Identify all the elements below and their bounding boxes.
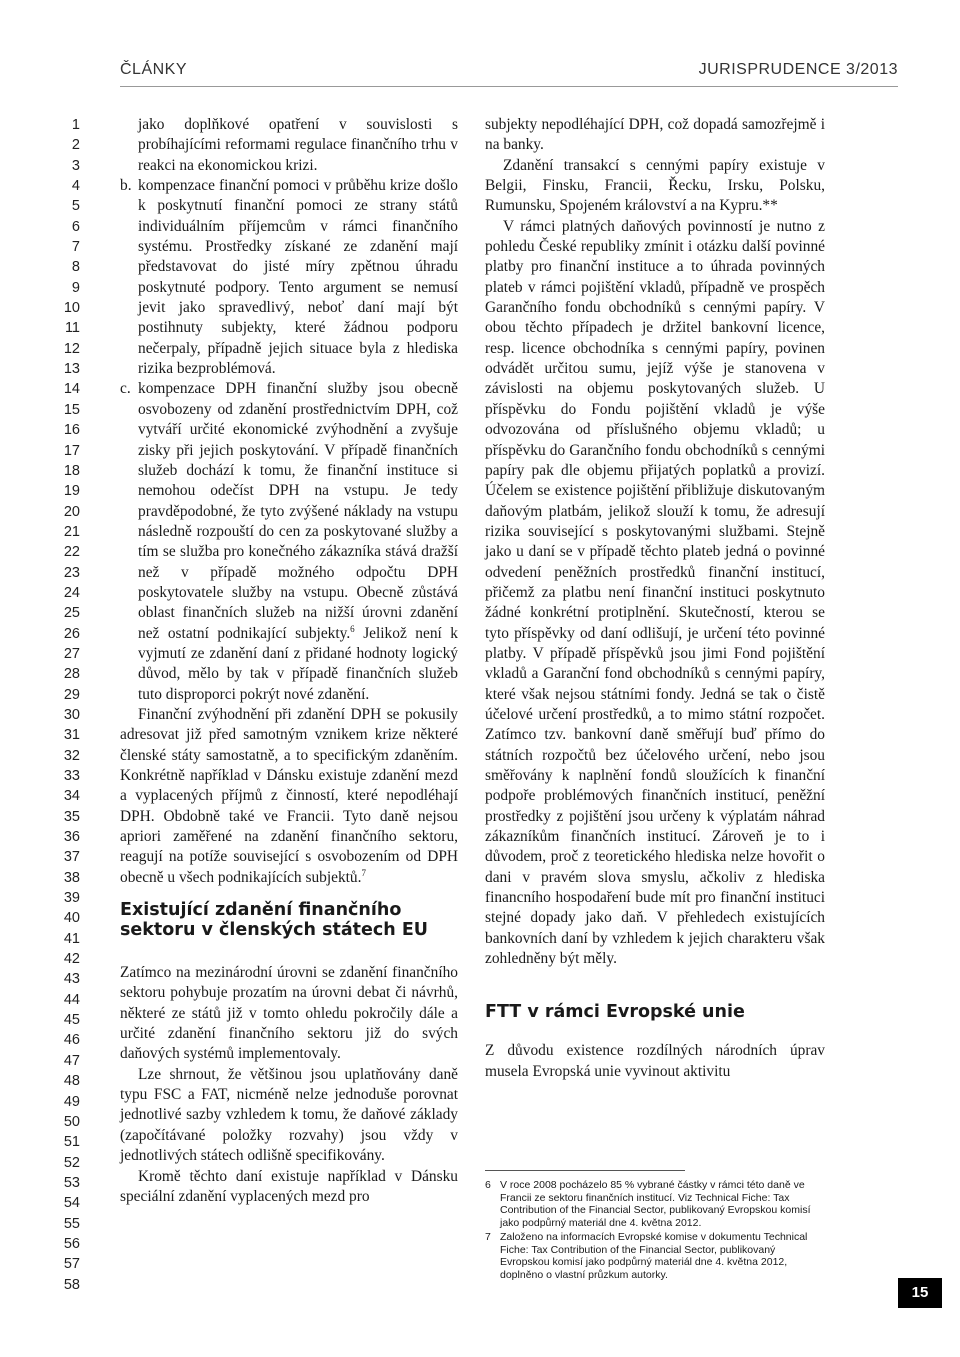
line-number: 31 — [63, 727, 80, 744]
footnote-rule — [485, 1170, 685, 1171]
intro-paragraph: jako doplňkové opatření v souvislosti s probíhajícími reformami regulace finančního trhu v reakci na ekonomickou krizi. — [138, 116, 458, 174]
line-number: 11 — [64, 320, 80, 337]
page-number: 15 — [898, 1278, 942, 1308]
footnote-ref-7[interactable]: 7 — [361, 867, 366, 878]
line-number: 27 — [63, 645, 80, 662]
line-number: 43 — [63, 971, 80, 988]
footnote — [485, 1179, 825, 1229]
list-text-c-cont: Jelikož není k vyjmutí ze zdanění daní z přidané hodnoty logický důvod, mělo by tak v případě finančních služeb tuto disproporci pokrýt nové zdanění. — [138, 624, 458, 703]
footnote-text: V roce 2008 pocházelo 85 % vybrané částky v rámci této daně ve Francii ze sektoru finančních institucí. Viz Technical Fiche: Tax Contribution of the Financial Sector, publikovaný Evropskou komisí jako podpůrný materiál dne 4. května 2012. — [500, 1179, 811, 1229]
section-heading: FTT v rámci Evropské unie — [485, 1002, 745, 1023]
line-number: 6 — [71, 218, 80, 235]
footnote-text: Založeno na informacích Evropské komise v dokumentu Technical Fiche: Tax Contribution of the Financial Sector, publikovaný Evropskou komisí jako podpůrný materiál dne 4. května 2012, doplněno o vlastní průzkum autorky. — [500, 1231, 808, 1281]
body-paragraph: Kromě těchto daní existuje například v Dánsku speciální zdanění vyplacených mezd pro — [120, 1167, 458, 1205]
line-number: 42 — [63, 951, 80, 968]
line-number: 3 — [71, 157, 80, 174]
list-item-b — [120, 176, 458, 379]
list-text-c: kompenzace DPH finanční služby jsou obecně osvobozeny od zdanění prostřednictvím DPH, což vytváří určité ekonomické zvýhodnění a zvyšuje zisky při jejich poskytování. V případě finančních služeb dochází k tomu, že finanční instituce si nemohou odečíst DPH na vstupu. Je tedy pravděpodobné, že tyto zvýšené náklady na vstupu následně rozpouští do cen za poskytované služby a tím se služba pro konečného zákazníka stává dražší než v případě možného odpočtu DPH poskytovatele služby na vstupu. Obecně zůstává oblast finančních služeb na nižší úrovni zdanění než ostatní podnikající subjekty. — [138, 380, 458, 642]
line-number: 33 — [63, 768, 80, 784]
body-paragraph: V rámci platných daňových povinností je nutno z pohledu České republiky zmínit i otázku další povinné platby pro finanční instituce a to úhrada povinných plateb v rámci pojištění vkladů, případně ve prospěch Garančního fondu obchodníků s cennými papíry. V obou těchto případech je držitel bankovní licence, resp. licence obchodníka s cennými papíry, povinen odvádět určitou sumu, jejíž výše je stanovena v závislosti na objemu poskytovaných služeb. U příspěvku do Fondu pojištění vkladů je výše odvozována od příslušného objemu vkladů; u příspěvku do Garančního fondu obchodníků s cennými papíry pak dle objemu přijatých poplatků a provizí. Účelem se existence pojištění přibližuje diskutovaným daňovým platbám, jelikož slouží k tomu, že adresují rizika související s poskytovanými službami. Stejně jako u daní se v případě těchto plateb jedná o povinné odvedení peněžních prostředků finanční institucí, přičemž za platbu není finanční instituci poskytnuto žádné konkrétní protiplnění. Skutečností, kterou se tyto příspěvky od daní odlišují, je určení této povinné platby. V případě příspěvků jsou jimi Fond pojištění vkladů a Garanční fond obchodníků s cennými papíry, které však nejsou státními fondy. Jedná se tak o čistě účelové určení prostředků, a to mimo státní rozpočet. Zatímco tzv. bankovní daně směřují buď přímo do státních rozpočtů bez účelového určení, nebo jsou směřovány k naplnění fondů sloužících k finanční podpoře problémových finančních institucí, peněžní prostředky z pojištění jsou určeny k výplatám náhrad zákazníkům finančních institucí. Zároveň je to i důvodem, proč z teoretického hlediska nelze hovořit o dani v pravém slova smyslu, ačkoliv z hlediska financního hospodaření bude mít pro finanční instituci stejné dopady jako daň. V přehledech existujících bankovních daní by vzhledem k jejich charakteru však zohledněny být měly. — [485, 217, 825, 968]
left-column — [120, 115, 458, 1207]
line-number: 46 — [63, 1032, 80, 1049]
line-number: 13 — [63, 361, 80, 378]
line-number: 8 — [71, 259, 80, 276]
journal-title: JURISPRUDENCE 3/2013 — [698, 61, 898, 78]
line-number: 19 — [63, 483, 80, 500]
line-number: 26 — [63, 625, 80, 642]
line-number: 52 — [63, 1154, 80, 1171]
line-number: 57 — [63, 1256, 80, 1273]
line-number: 37 — [63, 849, 80, 866]
line-number: 5 — [71, 198, 80, 215]
line-numbers — [40, 115, 80, 1295]
line-number: 58 — [63, 1276, 80, 1293]
list-item-c — [120, 379, 458, 705]
line-number: 35 — [63, 808, 80, 825]
line-number: 54 — [63, 1195, 80, 1212]
header-rule — [120, 86, 898, 87]
line-number: 51 — [63, 1134, 80, 1151]
footnote-ref-6[interactable]: 6 — [350, 623, 355, 634]
right-column — [485, 115, 825, 1082]
line-number: 9 — [71, 279, 80, 296]
line-number: 25 — [63, 605, 80, 622]
line-number: 36 — [63, 829, 80, 846]
line-number: 39 — [63, 890, 80, 907]
line-number: 29 — [63, 686, 80, 703]
body-paragraph: Finanční zvýhodnění při zdanění DPH se pokusily adresovat již před samotným vznikem krize některé členské státy samostatně, a to specifickým zdaněním. Konkrétně například v Dánsku existuje zdanění mezd a vyplacených příjmů z činností, které nepodléhají DPH. Obdobně také ve Francii. Tyto daně nejsou apriori zaměřené na zdanění finančního sektoru, reagují na potíže související s osvobozením od DPH obecně u všech podnikajících subjektů.$^7$ — [120, 705, 458, 886]
line-number: 34 — [63, 788, 80, 805]
line-number: 24 — [63, 584, 80, 601]
line-number: 16 — [63, 422, 80, 439]
body-paragraph: Zatímco na mezinárodní úrovni se zdanění finančního sektoru pohybuje prozatím na úrovni debat či návrhů, některé ze států již v tomto ohledu pokročily dále a určité zdanění finančního sektoru již do svých daňových systémů implementovaly. — [120, 964, 458, 1063]
line-number: 15 — [63, 401, 80, 418]
body-paragraph: Zdanění transakcí s cennými papíry existuje v Belgii, Finsku, Francii, Řecku, Irsku, Polsku, Rumunsku, Spojeném království a na Kypru.** — [485, 156, 825, 215]
list-marker-c: c. — [120, 380, 131, 398]
line-number: 44 — [63, 991, 80, 1008]
body-paragraph: subjekty nepodléhající DPH, což dopadá samozřejmě i na banky. — [485, 116, 825, 154]
list-marker-b: b. — [120, 177, 132, 195]
line-number: 30 — [63, 706, 80, 723]
line-number: 7 — [71, 239, 80, 256]
line-number: 4 — [71, 178, 80, 195]
line-number: 17 — [63, 442, 80, 459]
line-number: 20 — [63, 503, 80, 520]
line-number: 12 — [63, 340, 80, 357]
line-number: 14 — [63, 381, 80, 398]
line-number: 40 — [63, 910, 80, 927]
footnote-number: 6 — [485, 1179, 491, 1191]
footnote — [485, 1231, 825, 1281]
line-number: 49 — [63, 1093, 80, 1110]
line-number: 41 — [63, 930, 80, 947]
line-number: 32 — [63, 747, 80, 764]
line-number: 23 — [63, 564, 80, 581]
line-number: 56 — [63, 1235, 80, 1252]
line-number: 47 — [63, 1052, 80, 1069]
line-number: 50 — [63, 1113, 80, 1130]
line-number: 48 — [63, 1073, 80, 1090]
body-paragraph: Z důvodu existence rozdílných národních úprav musela Evropská unie vyvinout aktivitu — [485, 1042, 825, 1080]
line-number: 45 — [63, 1012, 80, 1029]
line-number: 55 — [63, 1215, 80, 1232]
footnote-number: 7 — [485, 1231, 491, 1243]
section-heading: Existující zdanění finančního sektoru v členských státech EU — [120, 900, 428, 941]
line-number: 10 — [63, 300, 80, 317]
line-number: 2 — [71, 137, 80, 154]
body-paragraph: Lze shrnout, že většinou jsou uplatňovány daně typu FSC a FAT, nicméně nelze jednoduše porovnat jednotlivé sazby vzhledem k tomu, že daňové základy (započítávané položky rozvahy) jsou vždy v jednotlivých státech odlišně specifikovány. — [120, 1065, 458, 1165]
line-number: 38 — [63, 869, 80, 886]
line-number: 22 — [63, 544, 80, 561]
line-number: 21 — [63, 523, 80, 540]
line-number: 53 — [63, 1174, 80, 1191]
line-number: 28 — [63, 666, 80, 683]
line-number: 1 — [71, 117, 80, 133]
section-title: ČLÁNKY — [120, 61, 188, 78]
list-text-b: kompenzace finanční pomoci v průběhu krize došlo k poskytnutí finanční pomoci ze strany států individuálním příjemcům v rámci finančního systému. Prostředky získané ze zdanění mají představovat do jisté míry zpětnou úhradu poskytnuté podpory. Tento argument se nemusí jevit jako spravedlivý, neboť daní mají být postihnuty subjekty, které žádnou podporu nečerpaly, případně jejich situace byla z hlediska rizika bezproblémová. — [138, 177, 458, 378]
line-number: 18 — [63, 462, 80, 479]
footnotes — [485, 1179, 825, 1283]
